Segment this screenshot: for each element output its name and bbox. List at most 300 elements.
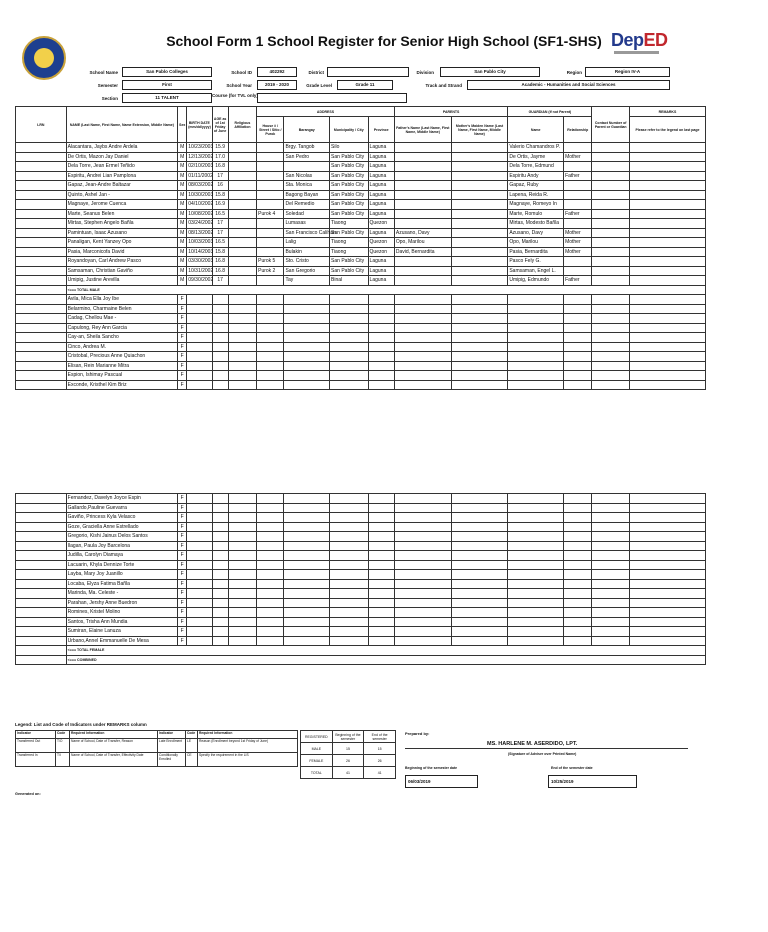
religion-cell [228,276,256,286]
relationship-cell: Father [564,276,592,286]
semester-label: Semester [97,83,118,88]
remarks-cell [629,238,705,248]
student-name: Urbano,Annel Emmanuelle De Mesa [66,636,177,646]
mother-cell [451,181,508,191]
col-father: Father's Name (Last Name, First Name, Middle Name) [394,117,451,143]
father-cell: David, Bernardita [394,247,451,257]
house-cell [257,579,284,589]
age-cell: 16.8 [212,257,228,267]
guardian-cell [508,627,564,637]
student-row [16,541,706,551]
religion-cell [228,598,256,608]
sex-cell: M [178,228,187,238]
remarks-cell [629,522,705,532]
province-cell [368,570,394,580]
province-cell [368,598,394,608]
age-cell [212,380,228,390]
religion-cell [228,636,256,646]
sex-cell: M [178,143,187,153]
remarks-cell [629,598,705,608]
remarks-cell [629,380,705,390]
barangay-cell: Bagong Bayan [284,190,330,200]
province-cell [368,608,394,618]
province-cell: Laguna [368,200,394,210]
lrn-cell [16,228,67,238]
religion-cell [228,304,256,314]
birth-date-cell [187,560,212,570]
birth-date-cell [187,522,212,532]
religion-cell [228,617,256,627]
house-cell [257,323,284,333]
summary-total-eosy: 41 [364,767,396,779]
sex-cell: M [178,162,187,172]
province-cell [368,560,394,570]
lrn-cell [16,143,67,153]
mother-cell [451,304,508,314]
remarks-cell [629,541,705,551]
municipality-cell [330,513,369,523]
remarks-cell [629,570,705,580]
contact-cell [592,636,629,646]
student-name: Capulong, Rey Ann Garcia [66,323,177,333]
student-name: Mirtas, Stephen Angelo Bañla [66,219,177,229]
guardian-cell: Azusano, Davy [508,228,564,238]
lrn-cell [16,171,67,181]
lrn-cell [16,342,67,352]
mother-cell [451,247,508,257]
summary-female-eosy: 26 [364,755,396,767]
guardian-cell [508,342,564,352]
code-indicator: Conditionally Enrolled [158,753,186,767]
barangay-cell [284,314,330,324]
religion-cell [228,162,256,172]
remarks-cell [629,589,705,599]
summary-bosy-header: Beginning of the semester [332,731,364,743]
religion-cell [228,352,256,362]
age-cell [212,513,228,523]
age-cell [212,579,228,589]
student-name: Parahan, Jershy Anne Buedron [66,598,177,608]
municipality-cell [330,608,369,618]
relationship-cell [564,522,592,532]
student-name: Gaviño, Princess Kyla Velasco [66,513,177,523]
religion-cell [228,494,256,504]
house-cell [257,342,284,352]
religion-cell [228,560,256,570]
contact-cell [592,522,629,532]
father-cell [394,152,451,162]
municipality-cell [330,598,369,608]
summary-total-label: TOTAL [301,767,333,779]
father-cell [394,352,451,362]
lrn-cell [16,503,67,513]
mother-cell [451,570,508,580]
guardian-cell [508,551,564,561]
birth-date-cell [187,608,212,618]
father-cell [394,266,451,276]
guardian-cell [508,371,564,381]
relationship-cell [564,323,592,333]
religion-cell [228,219,256,229]
age-cell: 17 [212,276,228,286]
mother-cell [451,371,508,381]
age-cell: 16.5 [212,238,228,248]
code-value: T/O [56,739,70,753]
contact-cell [592,152,629,162]
house-cell [257,380,284,390]
sex-cell: M [178,181,187,191]
age-cell [212,352,228,362]
lrn-cell [16,181,67,191]
codes-code-header: Code [56,731,70,739]
age-cell [212,570,228,580]
province-cell [368,522,394,532]
municipality-cell: Tiaong [330,247,369,257]
region-label: Region [566,70,582,75]
course-field [257,93,407,103]
summary-table [300,730,396,779]
birth-date-cell [187,304,212,314]
father-cell [394,323,451,333]
father-cell [394,617,451,627]
house-cell [257,181,284,191]
religion-cell [228,257,256,267]
col-remarks-group: REMARKS [629,107,705,117]
father-cell [394,314,451,324]
province-cell [368,579,394,589]
barangay-cell [284,589,330,599]
contact-cell [592,579,629,589]
guardian-cell [508,570,564,580]
municipality-cell [330,636,369,646]
relationship-cell [564,513,592,523]
student-name: Marte, Seanus Belen [66,209,177,219]
student-row [16,627,706,637]
religion-cell [228,361,256,371]
lrn-cell [16,295,67,305]
guardian-cell [508,541,564,551]
remarks-cell [629,608,705,618]
summary-male-bosy: 15 [332,743,364,755]
birth-date-cell: 03/24/2002 [188,220,214,227]
province-cell [368,304,394,314]
student-name: Santos, Trisha Ann Mundia [66,617,177,627]
birth-date-cell: 08/03/2002 [188,182,214,189]
student-row [16,314,706,324]
mother-cell [451,333,508,343]
municipality-cell [330,295,369,305]
age-cell [212,361,228,371]
mother-cell [451,361,508,371]
house-cell [257,352,284,362]
guardian-cell [508,560,564,570]
birth-date-cell [187,352,212,362]
father-cell [394,342,451,352]
municipality-cell: San Pablo City [330,162,369,172]
age-cell [212,371,228,381]
age-cell [212,522,228,532]
father-cell: Opo, Marilou [394,238,451,248]
remarks-cell [629,143,705,153]
province-cell: Quezon [368,247,394,257]
course-label: Course (for TVL only) [212,93,258,98]
mother-cell [451,352,508,362]
grade-level-label: Grade Level [306,83,332,88]
student-row [16,143,706,153]
municipality-cell [330,589,369,599]
barangay-cell: San Pedro [284,152,330,162]
lrn-cell [16,589,67,599]
student-name: Pasia, Marconicofa David [66,247,177,257]
father-cell [394,333,451,343]
mother-cell [451,209,508,219]
code-info: Specify the requirement in the LIS [198,753,298,767]
remarks-cell [629,276,705,286]
barangay-cell [284,551,330,561]
register-table-page1 [15,106,706,390]
student-name: Gregorio, Kishi Jainus Delos Santos [66,532,177,542]
school-name-field: San Pablo Colleges [122,67,212,77]
age-cell: 16.8 [212,162,228,172]
guardian-cell [508,361,564,371]
sex-cell: M [178,257,187,267]
division-label: Division [416,70,434,75]
contact-cell [592,209,629,219]
contact-cell [592,570,629,580]
col-parents-group: PARENTS [394,107,507,117]
sex-cell: F [178,541,187,551]
remarks-cell [629,627,705,637]
relationship-cell [564,627,592,637]
student-row [16,266,706,276]
age-cell [212,589,228,599]
codes-info-header-2: Required Information [198,731,298,739]
house-cell [257,371,284,381]
summary-eosy-header: End of the semester [364,731,396,743]
summary-male-label: MALE [301,743,333,755]
codes-code-header-2: Code [186,731,198,739]
municipality-cell: San Pablo City [330,190,369,200]
remarks-cell [629,503,705,513]
contact-cell [592,494,629,504]
barangay-cell [284,162,330,172]
remarks-cell [629,228,705,238]
lrn-cell [16,200,67,210]
house-cell [257,162,284,172]
student-name: Avila, Mica Ella Joy Ibe [66,295,177,305]
remarks-cell [629,295,705,305]
school-name-label: School Name [89,70,118,75]
mother-cell [451,190,508,200]
municipality-cell [330,304,369,314]
guardian-cell: Umipig, Edmundo [508,276,564,286]
relationship-cell [564,532,592,542]
mother-cell [451,617,508,627]
lrn-cell [16,541,67,551]
guardian-cell: Valerio Chamandros P. [508,143,564,153]
student-name: Marinda, Ma. Celeste - [66,589,177,599]
lrn-cell [16,532,67,542]
lrn-cell [16,352,67,362]
remarks-cell [629,162,705,172]
age-cell [212,636,228,646]
house-cell [257,238,284,248]
remarks-cell [629,617,705,627]
generated-on-label: Generated on: [15,792,41,796]
total-blank [16,285,67,295]
age-cell [212,541,228,551]
mother-cell [451,503,508,513]
age-cell [212,304,228,314]
house-cell [257,627,284,637]
sex-cell: F [178,617,187,627]
remarks-cell [629,304,705,314]
guardian-cell: Dela Torre, Edmund [508,162,564,172]
religion-cell [228,541,256,551]
age-cell [212,617,228,627]
school-id-label: School ID [231,70,252,75]
mother-cell [451,380,508,390]
province-cell: Laguna [368,266,394,276]
code-value: CE [186,753,198,767]
province-cell [368,589,394,599]
birth-date-cell [187,617,212,627]
religion-cell [228,209,256,219]
age-cell [212,608,228,618]
lrn-cell [16,162,67,172]
section-label: Section [101,96,118,101]
province-cell: Laguna [368,181,394,191]
student-name: Quinto, Ashel Jan - [66,190,177,200]
col-house: House # / Street / Sitio / Purok [257,117,284,143]
father-cell [394,219,451,229]
father-cell [394,579,451,589]
sex-cell: F [178,513,187,523]
lrn-cell [16,522,67,532]
province-cell: Laguna [368,228,394,238]
student-name: Gallardo,Pauline Guevarra [66,503,177,513]
col-lrn: LRN [16,107,67,143]
barangay-cell [284,304,330,314]
province-cell [368,551,394,561]
barangay-cell: Tay [284,276,330,286]
guardian-cell: Pasia, Bernardita [508,247,564,257]
relationship-cell: Father [564,171,592,181]
lrn-cell [16,371,67,381]
lrn-cell [16,636,67,646]
guardian-cell: Opo, Marilou [508,238,564,248]
adviser-name: MS. HARLENE M. ASERDIDO, LPT. [487,741,578,747]
contact-cell [592,627,629,637]
sex-cell: F [178,589,187,599]
guardian-cell [508,579,564,589]
eosy-date-label: End of the semester date [551,766,593,770]
total-blank [16,655,67,665]
municipality-cell [330,333,369,343]
relationship-cell [564,162,592,172]
birth-date-cell [187,314,212,324]
guardian-cell: Samsaman, Engel L. [508,266,564,276]
birth-date-cell [187,532,212,542]
guardian-cell [508,522,564,532]
lrn-cell [16,608,67,618]
sex-cell: F [178,560,187,570]
barangay-cell [284,532,330,542]
guardian-cell [508,352,564,362]
sex-cell: M [178,247,187,257]
municipality-cell: San Pablo City [330,171,369,181]
col-name: NAME (Last Name, First Name, Name Extension, Middle Name) [66,107,177,143]
guardian-cell [508,636,564,646]
relationship-cell [564,636,592,646]
age-cell [212,333,228,343]
house-cell [257,152,284,162]
student-name: Alacantara, Jaybs Andre Ardela [66,143,177,153]
sex-cell: F [178,522,187,532]
student-row [16,162,706,172]
religion-cell [228,371,256,381]
province-cell [368,513,394,523]
col-learning-modality: Please refer to the legend on last page [629,117,705,143]
lrn-cell [16,276,67,286]
page-title: School Form 1 School Register for Senior High School (SF1-SHS) [166,33,602,49]
house-cell [257,190,284,200]
student-name: Fernandez, Davelyn Joyce Espin [66,494,177,504]
municipality-cell: Tiaong [330,238,369,248]
lrn-cell [16,361,67,371]
contact-cell [592,228,629,238]
age-cell: 16.5 [212,209,228,219]
code-indicator: Transferred Out [16,739,56,753]
age-cell [212,494,228,504]
barangay-cell: San Francisco Calihan [285,229,336,236]
contact-cell [592,598,629,608]
father-cell [394,551,451,561]
student-row [16,171,706,181]
student-row [16,551,706,561]
religion-cell [228,247,256,257]
relationship-cell [564,181,592,191]
age-cell: 17.0 [212,152,228,162]
barangay-cell: Sta. Monica [284,181,330,191]
house-cell: Purok 4 [257,209,284,219]
father-cell [394,181,451,191]
remarks-cell [629,532,705,542]
house-cell [257,541,284,551]
grade-level-field: Grade 11 [337,80,393,90]
barangay-cell [284,494,330,504]
barangay-cell [284,560,330,570]
contact-cell [592,617,629,627]
contact-cell [592,276,629,286]
province-cell [368,333,394,343]
contact-cell [592,342,629,352]
guardian-cell [508,589,564,599]
contact-cell [592,238,629,248]
district-label: District [308,70,324,75]
sex-cell: F [178,579,187,589]
age-cell: 16 [212,181,228,191]
father-cell [394,570,451,580]
relationship-cell [564,257,592,267]
relationship-cell [564,617,592,627]
contact-cell [592,314,629,324]
sex-cell: F [178,503,187,513]
summary-female-label: FEMALE [301,755,333,767]
birth-date-cell: 10/30/2003 [188,191,214,198]
father-cell [394,494,451,504]
barangay-cell [284,371,330,381]
